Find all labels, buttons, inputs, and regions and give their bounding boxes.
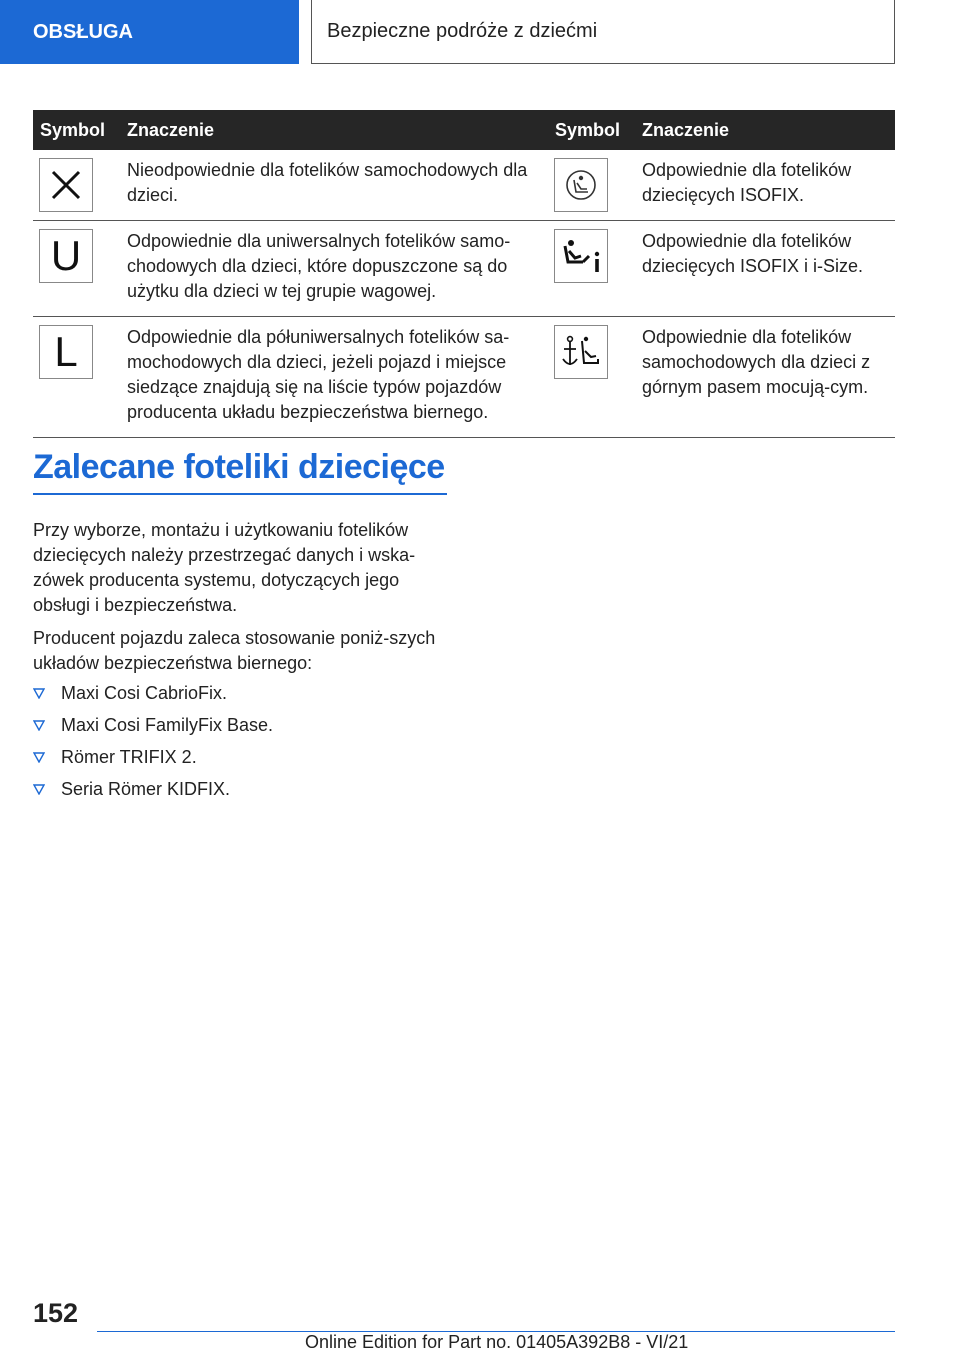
list-item	[33, 745, 447, 777]
page-number: 152	[33, 1298, 79, 1328]
symbol-cell	[548, 221, 635, 317]
symbol-cell	[548, 150, 635, 221]
header-section-label: OBSŁUGA	[33, 20, 133, 43]
header-meaning-left: Znaczenie	[120, 110, 548, 150]
table-row	[33, 221, 895, 317]
header-chapter-title	[311, 0, 895, 64]
symbol-cell	[33, 150, 120, 221]
isofix-isize-icon	[554, 229, 608, 283]
triangle-bullet-icon	[33, 777, 61, 802]
table-header-row	[33, 110, 895, 150]
meaning-cell: Odpowiednie dla półuniwersalnych fotelików sa-mochodowych dla dzieci, jeżeli pojazd i miejsce siedzące znajdują się na liście typów pojazdów producenta układu bezpieczeństwa biernego.	[120, 317, 548, 438]
top-tether-anchor-icon	[554, 325, 608, 379]
symbol-table	[33, 110, 895, 438]
footer-edition: Online Edition for Part no. 01405A392B8 - VI/21	[305, 1332, 689, 1352]
recommended-seats-list	[33, 681, 447, 809]
header-title-text: Bezpieczne podróże z dziećmi	[327, 20, 598, 42]
meaning-cell: Odpowiednie dla uniwersalnych fotelików samo-chodowych dla dzieci, które dopuszczone są do użytku dla dzieci w tej grupie wagowej.	[120, 221, 548, 317]
symbol-cell	[548, 317, 635, 438]
list-item	[33, 713, 447, 745]
header-symbol-right: Symbol	[548, 110, 635, 150]
header-symbol-left: Symbol	[33, 110, 120, 150]
isofix-seat-icon	[554, 158, 608, 212]
meaning-cell: Odpowiednie dla fotelików samochodowych dla dzieci z górnym pasem mocują-cym.	[635, 317, 895, 438]
letter-u-icon	[39, 229, 93, 283]
header-section-tab	[0, 0, 299, 64]
symbol-cell	[33, 317, 120, 438]
meaning-cell: Nieodpowiednie dla fotelików samochodowych dla dzieci.	[120, 150, 548, 221]
paragraph: Producent pojazdu zaleca stosowanie poniż-szych układów bezpieczeństwa biernego:	[33, 628, 436, 673]
paragraph: Przy wyborze, montażu i użytkowaniu fotelików dziecięcych należy przestrzegać danych i wska-zówek producenta systemu, dotyczących jego obsługi i bezpieczeństwa.	[33, 520, 416, 615]
triangle-bullet-icon	[33, 745, 61, 770]
meaning-cell: Odpowiednie dla fotelików dziecięcych ISOFIX i i-Size.	[635, 221, 895, 317]
letter-l-icon	[39, 325, 93, 379]
symbol-cell	[33, 221, 120, 317]
meaning-cell: Odpowiednie dla fotelików dziecięcych ISOFIX.	[635, 150, 895, 221]
triangle-bullet-icon	[33, 713, 61, 738]
triangle-bullet-icon	[33, 681, 61, 706]
list-item-text: Maxi Cosi FamilyFix Base.	[61, 715, 274, 735]
list-item-text: Seria Römer KIDFIX.	[61, 779, 231, 799]
x-mark-icon	[39, 158, 93, 212]
list-item	[33, 681, 447, 713]
list-item-text: Römer TRIFIX 2.	[61, 747, 197, 767]
list-item	[33, 777, 447, 809]
symbol-letter: L	[54, 328, 78, 375]
symbol-letter: U	[50, 232, 82, 279]
list-item-text: Maxi Cosi CabrioFix.	[61, 683, 228, 703]
section-title: Zalecane foteliki dziecięce	[33, 448, 447, 495]
table-row	[33, 150, 895, 221]
table-row	[33, 317, 895, 438]
header-meaning-right: Znaczenie	[635, 110, 895, 150]
